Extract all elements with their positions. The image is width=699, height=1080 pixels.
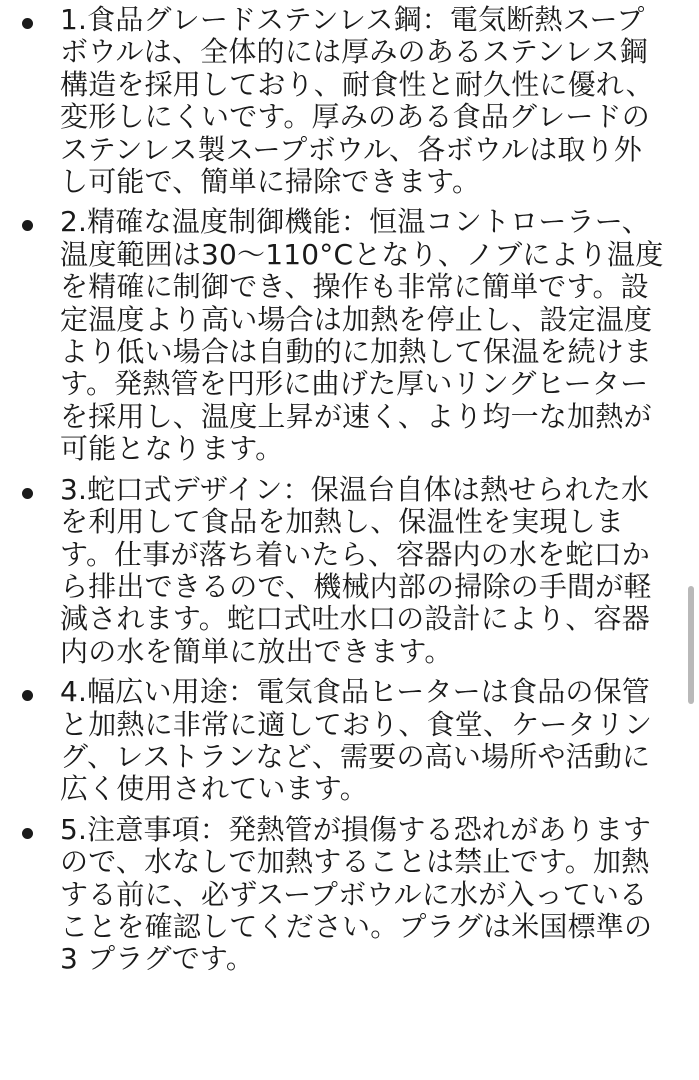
text-line: 減されます。蛇口式吐水口の設計により、容器 <box>60 602 650 636</box>
list-item-temperature-control <box>0 206 699 465</box>
text-line: す。仕事が落ち着いたら、容器内の水を蛇口か <box>60 537 650 571</box>
scrollbar-thumb[interactable] <box>688 586 694 704</box>
list-item-faucet-design <box>0 474 699 668</box>
text-line: と加熱に非常に適しており、食堂、ケータリン <box>60 707 653 741</box>
text-line: 変形しにくいです。厚みのある食品グレードの <box>60 100 650 134</box>
text-line: 内の水を簡単に放出できます。 <box>60 634 453 668</box>
text-line: グ、レストランなど、需要の高い場所や活動に <box>60 739 651 773</box>
text-line: より低い場合は自動的に加熱して保温を続けま <box>60 335 653 369</box>
text-line: 1.食品グレードステンレス鋼：電気断熱スープ <box>60 3 645 36</box>
text-line: し可能で、簡単に掃除できます。 <box>60 165 481 199</box>
text-line: を採用し、温度上昇が速く、より均一な加熱が <box>60 399 652 433</box>
text-line: ステンレス製スープボウル、各ボウルは取り外 <box>60 132 642 166</box>
text-line: ので、水なしで加熱することは禁止です。加熱 <box>60 845 650 879</box>
text-line: 5.注意事項：発熱管が損傷する恐れがあります <box>60 812 652 846</box>
bullet-icon <box>22 488 33 499</box>
text-line: 構造を採用しており、耐食性と耐久性に優れ、 <box>60 67 654 101</box>
text-line: する前に、必ずスープボウルに水が入っている <box>60 877 648 911</box>
text-line: ことを確認してください。プラグは米国標準の <box>60 909 653 943</box>
text-line: 3 プラグです。 <box>60 942 255 976</box>
list-item-stainless-steel <box>0 0 699 198</box>
text-line: 広く使用されています。 <box>60 772 368 806</box>
text-line: 温度範囲は30〜110°Cとなり、ノブにより温度 <box>60 237 664 271</box>
bullet-icon <box>22 220 33 231</box>
text-line: を精確に制御でき、操作も非常に簡単です。設 <box>60 270 649 304</box>
bullet-icon <box>22 690 33 701</box>
bullet-icon <box>22 828 33 839</box>
text-line: 定温度より高い場合は加熱を停止し、設定温度 <box>60 302 653 336</box>
text-line: 2.精確な温度制御機能：恒温コントローラー、 <box>60 205 650 239</box>
text-line: す。発熱管を円形に曲げた厚いリングヒーター <box>60 367 649 401</box>
bullet-icon <box>22 18 33 29</box>
text-line: を利用して食品を加熱し、保温性を実現しま <box>60 505 625 539</box>
text-line: ら排出できるので、機械内部の掃除の手間が軽 <box>60 569 652 603</box>
text-line: 3.蛇口式デザイン：保温台自体は熱せられた水 <box>60 472 650 506</box>
text-line: ボウルは、全体的には厚みのあるステンレス鋼 <box>60 35 648 69</box>
text-line: 可能となります。 <box>60 432 284 466</box>
list-item-wide-uses <box>0 676 699 806</box>
list-item-precautions <box>0 814 699 976</box>
text-line: 4.幅広い用途：電気食品ヒーターは食品の保管 <box>60 675 650 709</box>
